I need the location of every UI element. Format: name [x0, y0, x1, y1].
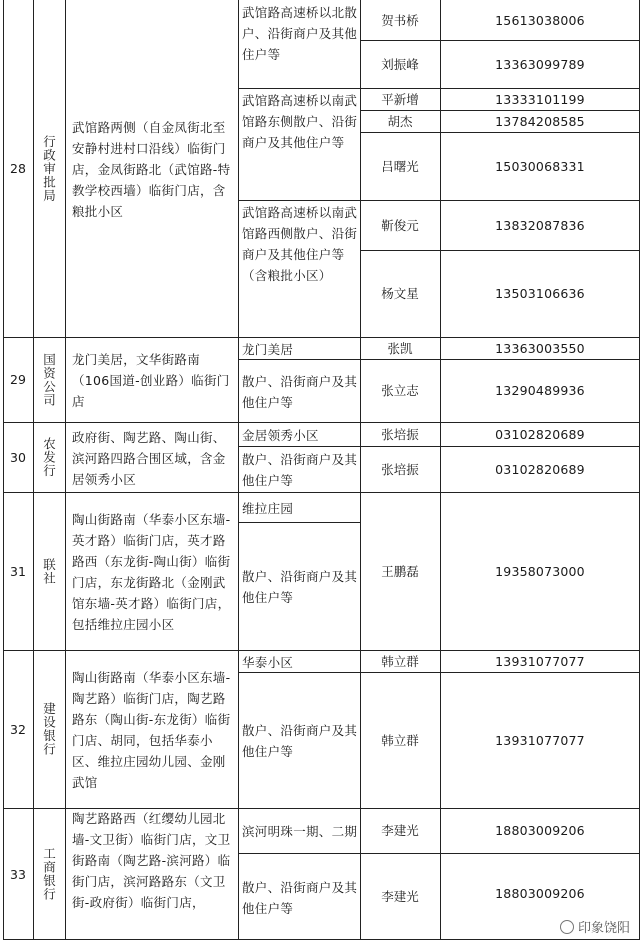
area-text: 政府街、陶艺路、陶山街、滨河路四路合围区域，含金居领秀小区 — [72, 429, 226, 487]
scope-cell — [238, 446, 360, 492]
org-name: 建设银行 — [41, 702, 57, 756]
area-text: 龙门美居，文华街路南（106国道-创业路）临街门店 — [72, 352, 230, 409]
grid-line — [33, 0, 34, 940]
contact-phone: 13290489936 — [495, 383, 585, 398]
grid-line — [3, 650, 640, 651]
row-number: 29 — [10, 372, 26, 387]
scope-text: 武馆路高速桥以南武馆路西侧散户、沿街商户及其他住户等（含粮批小区） — [242, 205, 358, 283]
org-cell — [33, 650, 65, 808]
grid-line — [238, 200, 640, 201]
contact-phone: 13333101199 — [495, 91, 585, 107]
contact-name: 韩立群 — [381, 732, 419, 748]
area-cell — [65, 808, 238, 940]
contact-name: 靳俊元 — [381, 217, 419, 233]
org-cell — [33, 808, 65, 940]
contact-phone: 13931077077 — [495, 653, 585, 669]
grid-line — [440, 0, 441, 940]
contact-phone: 13832087836 — [495, 217, 585, 233]
watermark — [558, 917, 632, 936]
scope-text: 散户、沿街商户及其他住户等 — [242, 879, 358, 916]
scope-cell — [238, 650, 360, 672]
scope-cell — [238, 422, 360, 446]
grid-line — [238, 446, 640, 447]
contact-phone: 13363003550 — [495, 340, 585, 356]
scope-text: 散户、沿街商户及其他住户等 — [242, 373, 358, 410]
area-cell — [65, 650, 238, 808]
scope-text: 金居领秀小区 — [242, 427, 319, 443]
contact-phone: 18803009206 — [495, 823, 585, 838]
area-cell — [65, 422, 238, 492]
area-cell — [65, 337, 238, 422]
grid-line — [238, 88, 640, 89]
row-number: 28 — [10, 161, 26, 176]
scope-cell — [238, 672, 360, 808]
scope-text: 维拉庄园 — [242, 500, 294, 516]
scope-cell — [238, 522, 360, 650]
grid-line — [238, 0, 239, 940]
scope-cell — [238, 337, 360, 359]
org-name: 行政审批局 — [41, 134, 57, 203]
contact-name: 李建光 — [381, 889, 419, 904]
scope-cell — [238, 200, 360, 337]
grid-line — [360, 40, 640, 41]
contact-name: 胡杰 — [387, 113, 413, 129]
contact-phone: 15613038006 — [495, 12, 585, 28]
grid-line — [3, 337, 640, 338]
scope-text: 龙门美居 — [242, 341, 294, 357]
scope-text: 散户、沿街商户及其他住户等 — [242, 569, 358, 605]
scope-text: 武馆路高速桥以北散户、沿街商户及其他住户等 — [242, 5, 358, 62]
contact-name: 平新增 — [381, 91, 419, 107]
scope-text: 散户、沿街商户及其他住户等 — [242, 452, 358, 488]
scope-text: 散户、沿街商户及其他住户等 — [242, 723, 358, 759]
grid-line — [238, 672, 640, 673]
contact-name: 张培振 — [381, 461, 419, 477]
org-cell — [33, 422, 65, 492]
org-name: 联社 — [41, 557, 57, 585]
row-number: 31 — [10, 563, 26, 579]
contact-name: 刘振峰 — [381, 56, 419, 72]
grid-line — [3, 808, 640, 809]
grid-line — [3, 0, 4, 940]
contact-name: 李建光 — [381, 823, 419, 838]
scope-text: 武馆路高速桥以南武馆路东侧散户、沿街商户及其他住户等 — [242, 93, 358, 150]
grid-line — [238, 853, 640, 854]
contact-phone: 03102820689 — [495, 426, 585, 442]
scope-cell — [238, 0, 360, 88]
row-number: 32 — [10, 721, 26, 737]
grid-line — [3, 492, 640, 493]
org-name: 国资公司 — [41, 352, 57, 407]
contact-phone: 18803009206 — [495, 885, 585, 901]
contact-phone: 13784208585 — [495, 113, 585, 129]
area-text: 陶山街路南（华泰小区东墙-陶艺路）临街门店，陶艺路路东（陶山街-东龙街）临街门店、胡同，包括华泰小区、维拉庄园幼儿园、金刚武馆 — [72, 670, 231, 790]
contact-name: 韩立群 — [381, 653, 419, 669]
contact-name: 杨文星 — [381, 286, 419, 301]
scope-cell — [238, 808, 360, 853]
row-number: 33 — [10, 866, 26, 882]
wechat-icon — [560, 920, 574, 934]
contact-phone: 13363099789 — [495, 56, 585, 72]
grid-line — [360, 110, 640, 111]
area-text: 陶艺路路西（红缨幼儿园北墙-文卫街）临街门店，文卫街路南（陶艺路-滨河路）临街门店，滨河路路东（文卫街-政府街）临街门店， — [72, 811, 231, 910]
contact-name: 张立志 — [381, 383, 419, 398]
scope-cell — [238, 492, 360, 522]
contact-name: 张培振 — [381, 426, 419, 442]
org-cell — [33, 0, 65, 337]
scope-cell — [238, 88, 360, 200]
area-cell — [65, 492, 238, 650]
org-name: 工商银行 — [41, 847, 57, 901]
grid-line — [360, 0, 361, 940]
watermark-text: 印象饶阳 — [577, 921, 630, 936]
org-cell — [33, 337, 65, 422]
contact-phone: 13503106636 — [495, 286, 585, 301]
scope-text: 滨河明珠一期、二期 — [242, 824, 358, 839]
contact-name: 张凯 — [387, 340, 413, 356]
org-name: 农发行 — [41, 436, 57, 478]
grid-line — [360, 250, 640, 251]
contact-phone: 13931077077 — [495, 732, 585, 748]
scope-cell — [238, 853, 360, 940]
area-cell — [65, 0, 238, 337]
contact-phone: 03102820689 — [495, 461, 585, 477]
org-cell — [33, 492, 65, 650]
area-text: 陶山街路南（华泰小区东墙-英才路）临街门店，英才路路西（东龙街-陶山街）临街门店，东龙街路北（金刚武馆东墙-英才路）临街门店，包括维拉庄园小区 — [72, 512, 231, 632]
grid-line — [65, 0, 66, 940]
contact-name: 王鹏磊 — [381, 563, 419, 579]
contact-phone: 15030068331 — [495, 158, 585, 174]
contact-phone: 19358073000 — [495, 563, 585, 579]
contact-name: 吕曙光 — [381, 158, 419, 174]
contact-name: 贺书桥 — [381, 12, 419, 28]
area-text: 武馆路两侧（自金凤街北至安静村进村口沿线）临街门店，金凤街路北（武馆路-特教学校西墙）临街门店，含粮批小区 — [72, 120, 231, 219]
grid-line — [3, 422, 640, 423]
scope-text: 华泰小区 — [242, 654, 294, 670]
row-number: 30 — [10, 449, 26, 465]
grid-line — [238, 522, 360, 523]
scope-cell — [238, 359, 360, 422]
grid-line — [360, 132, 640, 133]
grid-line — [238, 359, 640, 360]
